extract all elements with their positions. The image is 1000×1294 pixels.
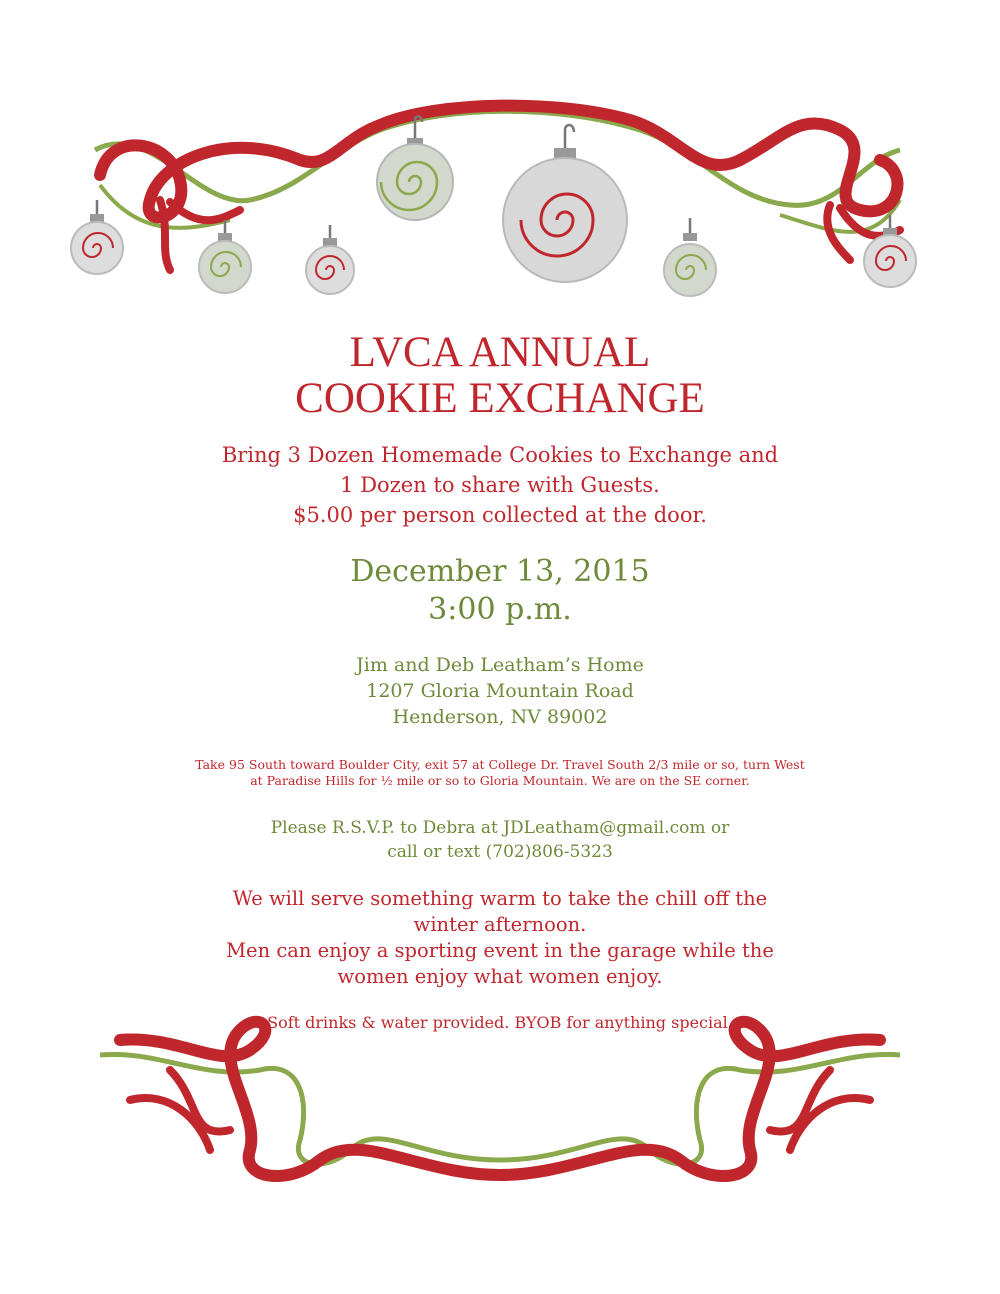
ornament-green-right	[664, 233, 716, 296]
bring-instructions	[0, 440, 1000, 530]
red-ribbon-loop-right	[770, 1070, 870, 1150]
serve-line-1: We will serve something warm to take the chill off the	[232, 887, 768, 910]
ornament-red-left	[71, 214, 123, 274]
ornament-green-center	[377, 138, 453, 220]
rsvp-info	[0, 816, 1000, 864]
ornament-green-left	[199, 233, 251, 293]
red-ribbon-loop-left	[130, 1070, 230, 1150]
bring-line-1: Bring 3 Dozen Homemade Cookies to Exchange and	[221, 443, 779, 467]
directions-line-2: at Paradise Hills for ½ mile or so to Gloria Mountain. We are on the SE corner.	[250, 773, 750, 788]
event-title	[0, 330, 1000, 422]
title-line-1: LVCA ANNUAL	[349, 329, 651, 376]
bring-line-3: $5.00 per person collected at the door.	[293, 503, 707, 527]
venue-city: Henderson, NV 89002	[392, 706, 608, 728]
green-ribbon-lower	[100, 185, 900, 232]
serve-line-4: women enjoy what women enjoy.	[337, 965, 663, 988]
venue-address	[0, 652, 1000, 730]
directions-line-1: Take 95 South toward Boulder City, exit 57 at College Dr. Travel South 2/3 mile or so, turn West	[195, 757, 805, 772]
event-details	[0, 886, 1000, 990]
serve-line-2: winter afternoon.	[413, 913, 587, 936]
bottom-ribbon-border	[0, 1010, 1000, 1210]
ornament-red-small	[306, 238, 354, 294]
venue-host: Jim and Deb Leatham’s Home	[356, 654, 644, 676]
rsvp-line-1: Please R.S.V.P. to Debra at JDLeatham@gmail.com or	[270, 818, 730, 838]
top-ornament-garland	[0, 90, 1000, 320]
ornament-large-red	[503, 148, 627, 282]
serve-line-3: Men can enjoy a sporting event in the garage while the	[226, 939, 774, 962]
bring-line-2: 1 Dozen to share with Guests.	[340, 473, 660, 497]
red-ribbon	[100, 106, 897, 218]
red-ribbon-bottom	[120, 1022, 880, 1176]
green-ribbon	[95, 111, 900, 205]
rsvp-line-2: call or text (702)806-5323	[387, 842, 613, 862]
title-line-2: COOKIE EXCHANGE	[295, 375, 705, 422]
green-ribbon-bottom	[100, 1054, 900, 1164]
event-datetime	[0, 553, 1000, 629]
event-date: December 13, 2015	[350, 554, 650, 589]
venue-street: 1207 Gloria Mountain Road	[366, 680, 634, 702]
event-time: 3:00 p.m.	[428, 592, 572, 627]
drinks-note: Soft drinks & water provided. BYOB for anything special.	[267, 1013, 733, 1032]
driving-directions	[0, 757, 1000, 789]
